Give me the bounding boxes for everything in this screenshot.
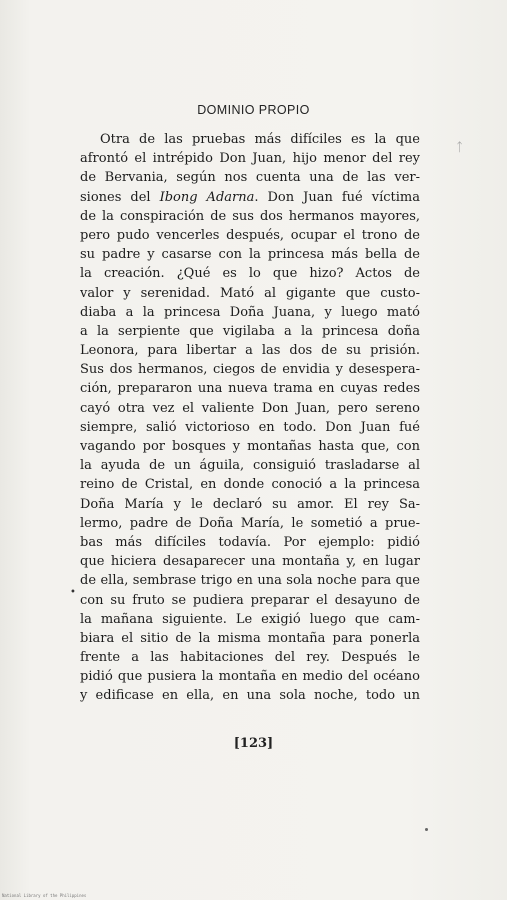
body-paragraph [80,130,420,706]
text-line [80,245,420,264]
text-line [80,437,420,456]
text-run: Otra de las pruebas más difíciles es la que [100,132,420,147]
text-line [80,168,420,187]
text-line [80,188,420,207]
text-run: Doña María y le declaró su amor. El rey Sa- [80,496,420,512]
text-run: la mañana siguiente. Le exigió luego que cam- [80,611,420,627]
page-number: [123] [233,736,274,751]
text-run: pidió que pusiera la montaña en medio del océano [80,669,420,685]
text-run: siempre, salió victorioso en todo. Don Juan fué [80,419,420,435]
text-line [80,284,420,303]
text-line [80,591,420,610]
text-run: reino de Cristal, en donde conoció a la princesa [80,477,420,493]
text-run: biara el sitio de la misma montaña para ponerla [80,630,420,646]
text-line [80,130,420,149]
text-run: siones del [80,189,160,205]
text-line [80,418,420,437]
text-line [80,379,420,398]
text-line [80,341,420,360]
text-line [80,629,420,648]
text-run: de la conspiración de sus dos hermanos mayores, [80,208,420,224]
text-line [80,514,420,533]
margin-bullet-icon: • [70,587,76,598]
text-line [80,456,420,475]
text-run: valor y serenidad. Mató al gigante que custo- [80,285,420,301]
text-run: cayó otra vez el valiente Don Juan, pero sereno [80,400,420,416]
text-line [80,475,420,494]
text-line [80,686,420,705]
text-line [80,322,420,341]
text-line [80,264,420,283]
text-line [80,399,420,418]
text-run: pero pudo vencerles después, ocupar el trono de [80,227,420,243]
text-run: de ella, sembrase trigo en una sola noche para que [80,573,420,589]
text-run: . Don Juan fué víctima [254,189,420,205]
margin-pencil-mark-icon: ᛏ [456,140,464,154]
text-run: diaba a la princesa Doña Juana, y luego mató [80,304,420,320]
text-run: de Bervania, según nos cuenta una de las ver- [80,170,420,186]
text-line [80,226,420,245]
text-line [80,533,420,552]
paper-speck-icon [425,828,428,831]
text-run: frente a las habitaciones del rey. Después le [80,650,420,666]
text-run: vagando por bosques y montañas hasta que, con [80,439,420,454]
text-run: su padre y casarse con la princesa más bella de [80,247,420,263]
text-line [80,149,420,168]
text-run: la ayuda de un águila, consiguió trasladarse al [80,458,420,474]
text-run: Leonora, para libertar a las dos de su prisión. [80,343,420,359]
text-run: y edificase en ella, en una sola noche, todo un [80,688,420,704]
text-line [80,571,420,590]
text-run: que hiciera desaparecer una montaña y, en lugar [80,554,420,570]
text-run: afrontó el intrépido Don Juan, hijo menor del rey [80,151,420,167]
text-line [80,360,420,379]
running-head: DOMINIO PROPIO [197,103,310,117]
text-run: ción, prepararon una nueva trama en cuyas redes [80,381,420,397]
text-run: con su fruto se pudiera preparar el desayuno de [80,592,420,608]
text-line [80,667,420,686]
text-run: bas más difíciles todavía. Por ejemplo: pidió [80,534,420,550]
text-line [80,495,420,514]
text-line [80,610,420,629]
text-run: lermo, padre de Doña María, le sometió a prue- [80,515,420,531]
italic-title: Ibong Adarna [159,189,255,205]
text-line [80,552,420,571]
library-watermark: National Library of the Philippines [2,893,87,898]
text-line [80,207,420,226]
text-line [80,648,420,667]
text-run: Sus dos hermanos, ciegos de envidia y desespera- [80,362,420,378]
text-run: a la serpiente que vigilaba a la princesa doña [80,323,420,339]
text-run: la creación. ¿Qué es lo que hizo? Actos de [80,266,420,282]
text-line [80,303,420,322]
